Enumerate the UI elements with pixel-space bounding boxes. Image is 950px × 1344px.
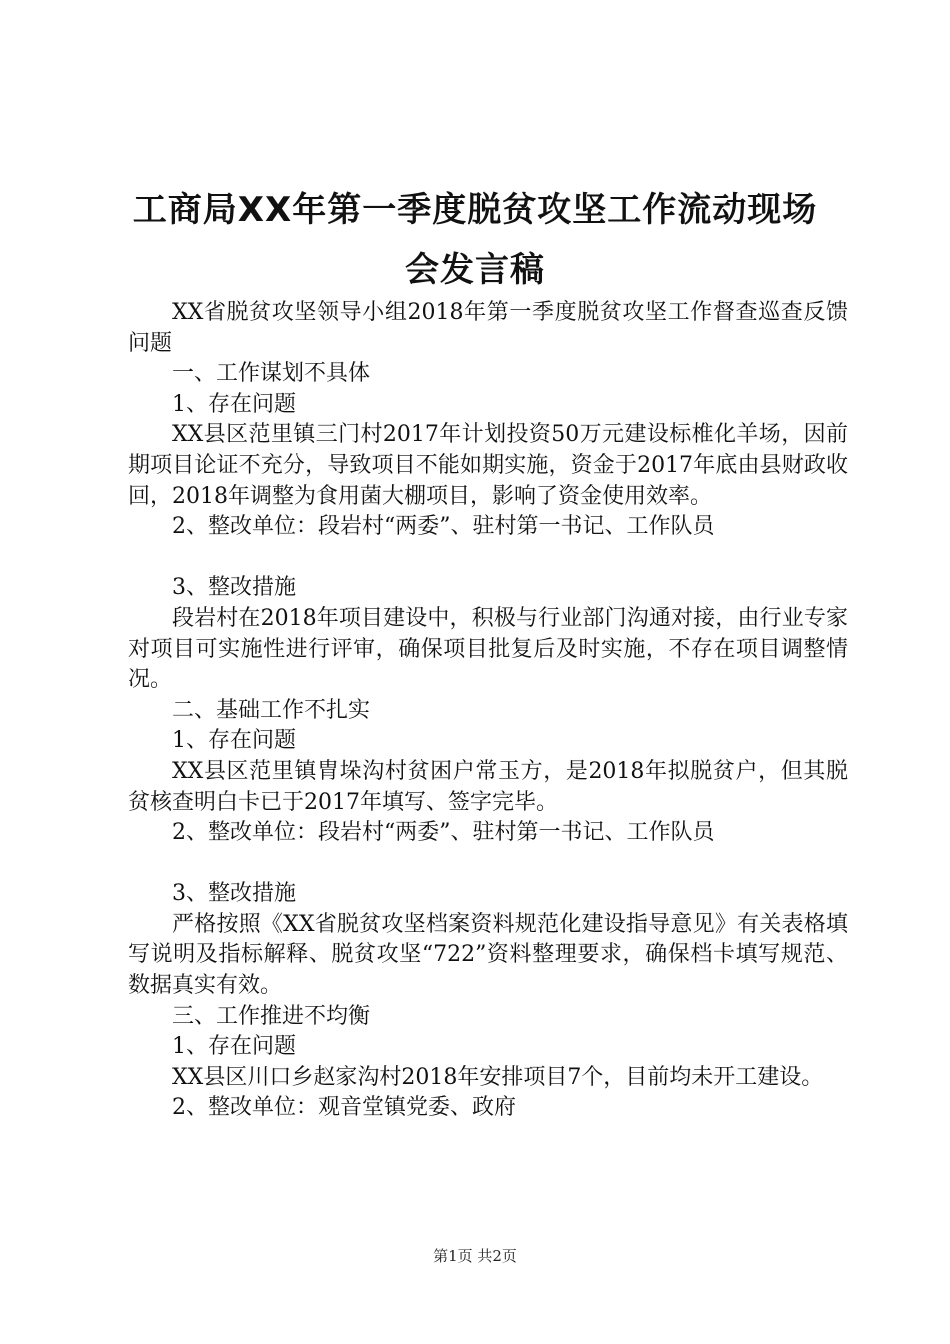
paragraph-measures-detail: 段岩村在2018年项目建设中，积极与行业部门沟通对接，由行业专家对项目可实施性进行评审，确保项目批复后及时实施，不存在项目调整情况。 (128, 605, 848, 693)
paragraph-problem-detail: XX县区范里镇三门村2017年计划投资50万元建设标椎化羊场，因前期项目论证不充分，导致项目不能如期实施，资金于2017年底由县财政收回，2018年调整为食用菌大棚项目，影响了资金使用效率。 (128, 422, 848, 509)
subheading-problem: 1、存在问题 (172, 1034, 296, 1060)
paragraph-rectification-unit: 2、整改单位：观音堂镇党委、政府 (172, 1095, 516, 1121)
paragraph-rectification-unit: 2、整改单位：段岩村“两委”、驻村第一书记、工作队员 (172, 514, 715, 540)
paragraph-problem-detail: XX县区川口乡赵家沟村2018年安排项目7个，目前均未开工建设。 (172, 1064, 824, 1090)
paragraph-problem-detail: XX县区范里镇胄垛沟村贫困户常玉方，是2018年拟脱贫户，但其脱贫核查明白卡已于2017年填写、签字完毕。 (128, 758, 848, 815)
subheading-problem: 1、存在问题 (172, 728, 296, 754)
heading-section-3: 三、工作推进不均衡 (172, 1003, 371, 1029)
paragraph-rectification-unit: 2、整改单位：段岩村“两委”、驻村第一书记、工作队员 (172, 820, 715, 846)
paragraph-measures-detail: 严格按照《XX省脱贫攻坚档案资料规范化建设指导意见》有关表格填写说明及指标解释、脱贫攻坚“722”资料整理要求，确保档卡填写规范、数据真实有效。 (128, 911, 848, 999)
document-body (128, 298, 848, 1124)
document-title-line-2: 会发言稿 (405, 250, 545, 290)
document-title-line-1: 工商局XX年第一季度脱贫攻坚工作流动现场 (132, 190, 818, 230)
page-footer: 第1页 共2页 (433, 1247, 517, 1265)
subheading-measures: 3、整改措施 (172, 881, 296, 907)
heading-section-1: 一、工作谋划不具体 (172, 361, 371, 387)
subheading-measures: 3、整改措施 (172, 575, 296, 601)
heading-section-2: 二、基础工作不扎实 (172, 697, 371, 723)
subheading-problem: 1、存在问题 (172, 391, 296, 417)
paragraph-intro: XX省脱贫攻坚领导小组2018年第一季度脱贫攻坚工作督查巡查反馈问题 (128, 300, 848, 356)
